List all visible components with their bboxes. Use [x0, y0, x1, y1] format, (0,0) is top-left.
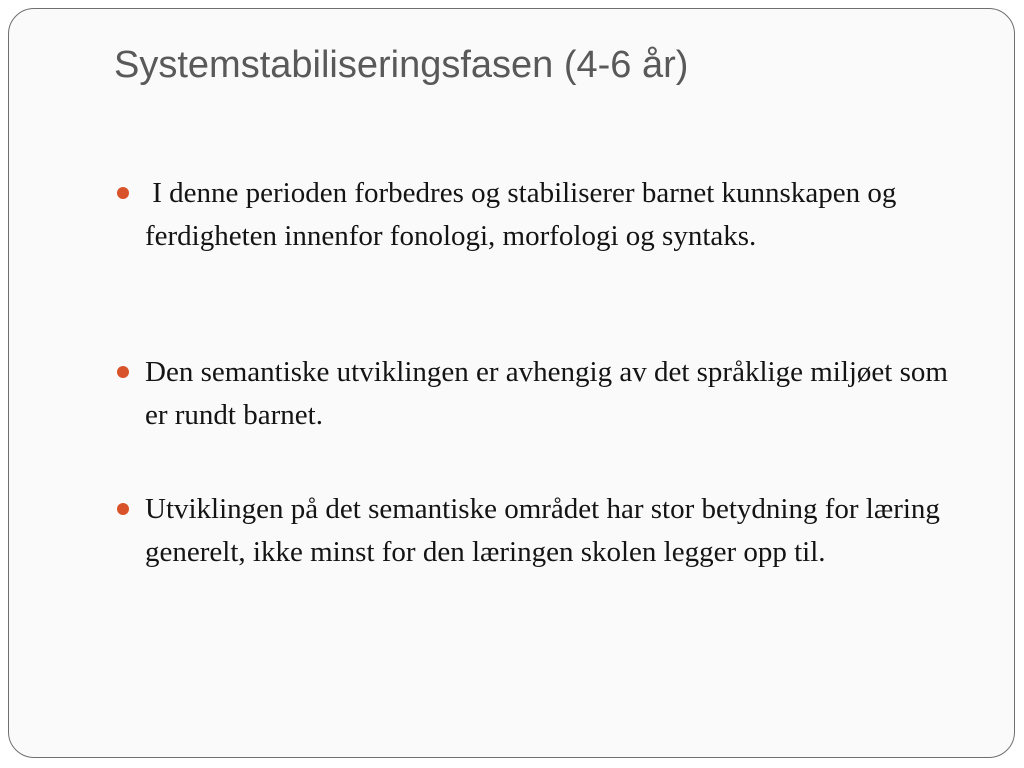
bullet-text: Utviklingen på det semantiske området har stor betydning for læring generelt, ikke minst for den læringen skolen legger opp til. [145, 493, 948, 568]
bullet-item [117, 172, 957, 258]
bullet-list [9, 9, 1014, 757]
bullet-item [117, 351, 957, 437]
slide [8, 8, 1015, 758]
bullet-dot-icon [117, 503, 129, 515]
bullet-item [117, 488, 957, 574]
slide-title: Systemstabiliseringsfasen (4-6 år) [114, 44, 689, 86]
bullet-text: Den semantiske utviklingen er avhengig av det språklige miljøet som er rundt barnet. [145, 356, 956, 431]
bullet-text: I denne perioden forbedres og stabiliserer barnet kunnskapen og ferdigheten innenfor fonologi, morfologi og syntaks. [145, 177, 904, 252]
bullet-dot-icon [117, 187, 129, 199]
bullet-dot-icon [117, 366, 129, 378]
